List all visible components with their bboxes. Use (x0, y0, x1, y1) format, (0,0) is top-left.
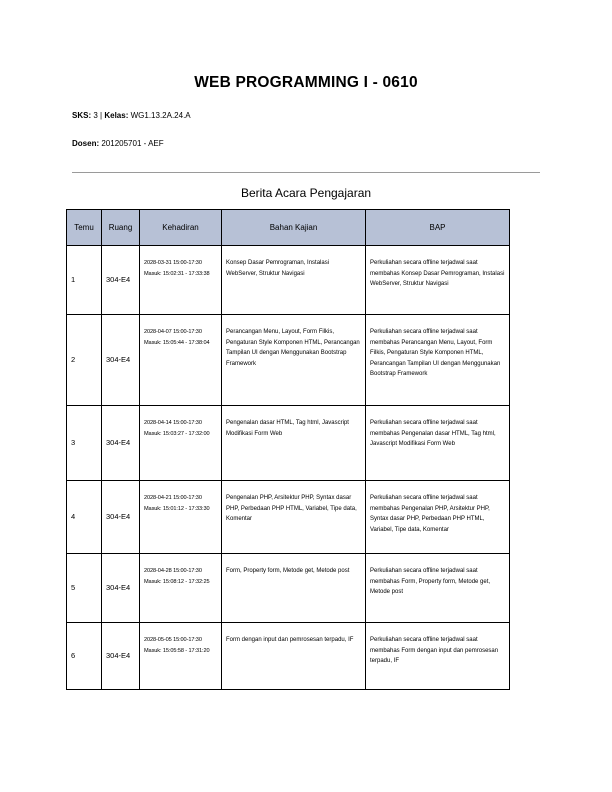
table-row (67, 554, 510, 623)
bap-cell: Perkuliahan secara offline terjadwal saat membahas Pengenalan dasar HTML, Tag html, Javascript Modifikasi Form Web (366, 406, 510, 481)
ruang-cell: 304-E4 (102, 246, 140, 315)
sks-value: 3 (93, 111, 98, 120)
bap-cell: Perkuliahan secara offline terjadwal saat membahas Perancangan Menu, Layout, Form Filkis, Pengaturan Style Komponen HTML, Perancangan Tampilan UI dengan Menggunakan Bootstrap Framework (366, 315, 510, 406)
section-title: Berita Acara Pengajaran (240, 186, 372, 200)
bap-cell: Perkuliahan secara offline terjadwal saat membahas Form dengan input dan pemrosesan terpadu, IF (366, 623, 510, 690)
kehadiran-cell: 2028-04-21 15:00-17:30 Masuk: 15:01:12 - 17:33:30 (140, 481, 222, 554)
ruang-cell: 304-E4 (102, 481, 140, 554)
dosen-label: Dosen: (72, 139, 100, 148)
temu-cell: 6 (67, 623, 102, 690)
bahan-kajian-cell: Form, Property form, Metode get, Metode post (222, 554, 366, 623)
bahan-kajian-cell: Form dengan input dan pemrosesan terpadu, IF (222, 623, 366, 690)
table-row (67, 246, 510, 315)
ruang-cell: 304-E4 (102, 623, 140, 690)
course-title: WEB PROGRAMMING I - 0610 (194, 74, 418, 91)
column-header-kehadiran: Kehadiran (140, 210, 222, 246)
column-header-bap: BAP (366, 210, 510, 246)
ruang-cell: 304-E4 (102, 315, 140, 406)
bahan-kajian-cell: Konsep Dasar Pemrograman, Instalasi WebServer, Struktur Navigasi (222, 246, 366, 315)
kelas-label: Kelas: (104, 111, 129, 120)
kelas-value: WG1.13.2A.24.A (130, 111, 191, 120)
temu-cell: 3 (67, 406, 102, 481)
dosen-value: 201205701 - AEF (101, 139, 164, 148)
temu-cell: 2 (67, 315, 102, 406)
kehadiran-cell: 2028-04-07 15:00-17:30 Masuk: 15:05:44 - 17:38:04 (140, 315, 222, 406)
ruang-cell: 304-E4 (102, 554, 140, 623)
column-header-bahan-kajian: Bahan Kajian (222, 210, 366, 246)
lecturer-line (72, 139, 164, 148)
table-row (67, 406, 510, 481)
table-header-row (67, 210, 510, 246)
temu-cell: 5 (67, 554, 102, 623)
course-meta-line (72, 111, 191, 120)
temu-cell: 4 (67, 481, 102, 554)
kehadiran-cell: 2028-05-05 15:00-17:30 Masuk: 15:05:58 - 17:31:20 (140, 623, 222, 690)
sks-label: SKS: (72, 111, 92, 120)
column-header-ruang: Ruang (102, 210, 140, 246)
table-row (67, 481, 510, 554)
bahan-kajian-cell: Pengenalan dasar HTML, Tag html, Javascript Modifikasi Form Web (222, 406, 366, 481)
kehadiran-cell: 2028-04-28 15:00-17:30 Masuk: 15:08:12 - 17:32:25 (140, 554, 222, 623)
divider (72, 172, 540, 173)
bap-cell: Perkuliahan secara offline terjadwal saat membahas Pengenalan PHP, Arsitektur PHP, Syntax dasar PHP, Perbedaan PHP HTML, Variabel, Tipe data, Komentar (366, 481, 510, 554)
table-row (67, 315, 510, 406)
temu-cell: 1 (67, 246, 102, 315)
kehadiran-cell: 2028-03-31 15:00-17:30 Masuk: 15:02:31 - 17:33:38 (140, 246, 222, 315)
kehadiran-cell: 2028-04-14 15:00-17:30 Masuk: 15:03:27 - 17:32:00 (140, 406, 222, 481)
ruang-cell: 304-E4 (102, 406, 140, 481)
meta-separator: | (100, 111, 103, 120)
teaching-report-table (66, 209, 510, 690)
table-row (67, 623, 510, 690)
bahan-kajian-cell: Pengenalan PHP, Arsitektur PHP, Syntax dasar PHP, Perbedaan PHP HTML, Variabel, Tipe data, Komentar (222, 481, 366, 554)
bap-cell: Perkuliahan secara offline terjadwal saat membahas Konsep Dasar Pemrograman, Instalasi WebServer, Struktur Navigasi (366, 246, 510, 315)
bahan-kajian-cell: Perancangan Menu, Layout, Form Filkis, Pengaturan Style Komponen HTML, Perancangan Tampilan UI dengan Menggunakan Bootstrap Framework (222, 315, 366, 406)
column-header-temu: Temu (67, 210, 102, 246)
bap-cell: Perkuliahan secara offline terjadwal saat membahas Form, Property form, Metode get, Metode post (366, 554, 510, 623)
